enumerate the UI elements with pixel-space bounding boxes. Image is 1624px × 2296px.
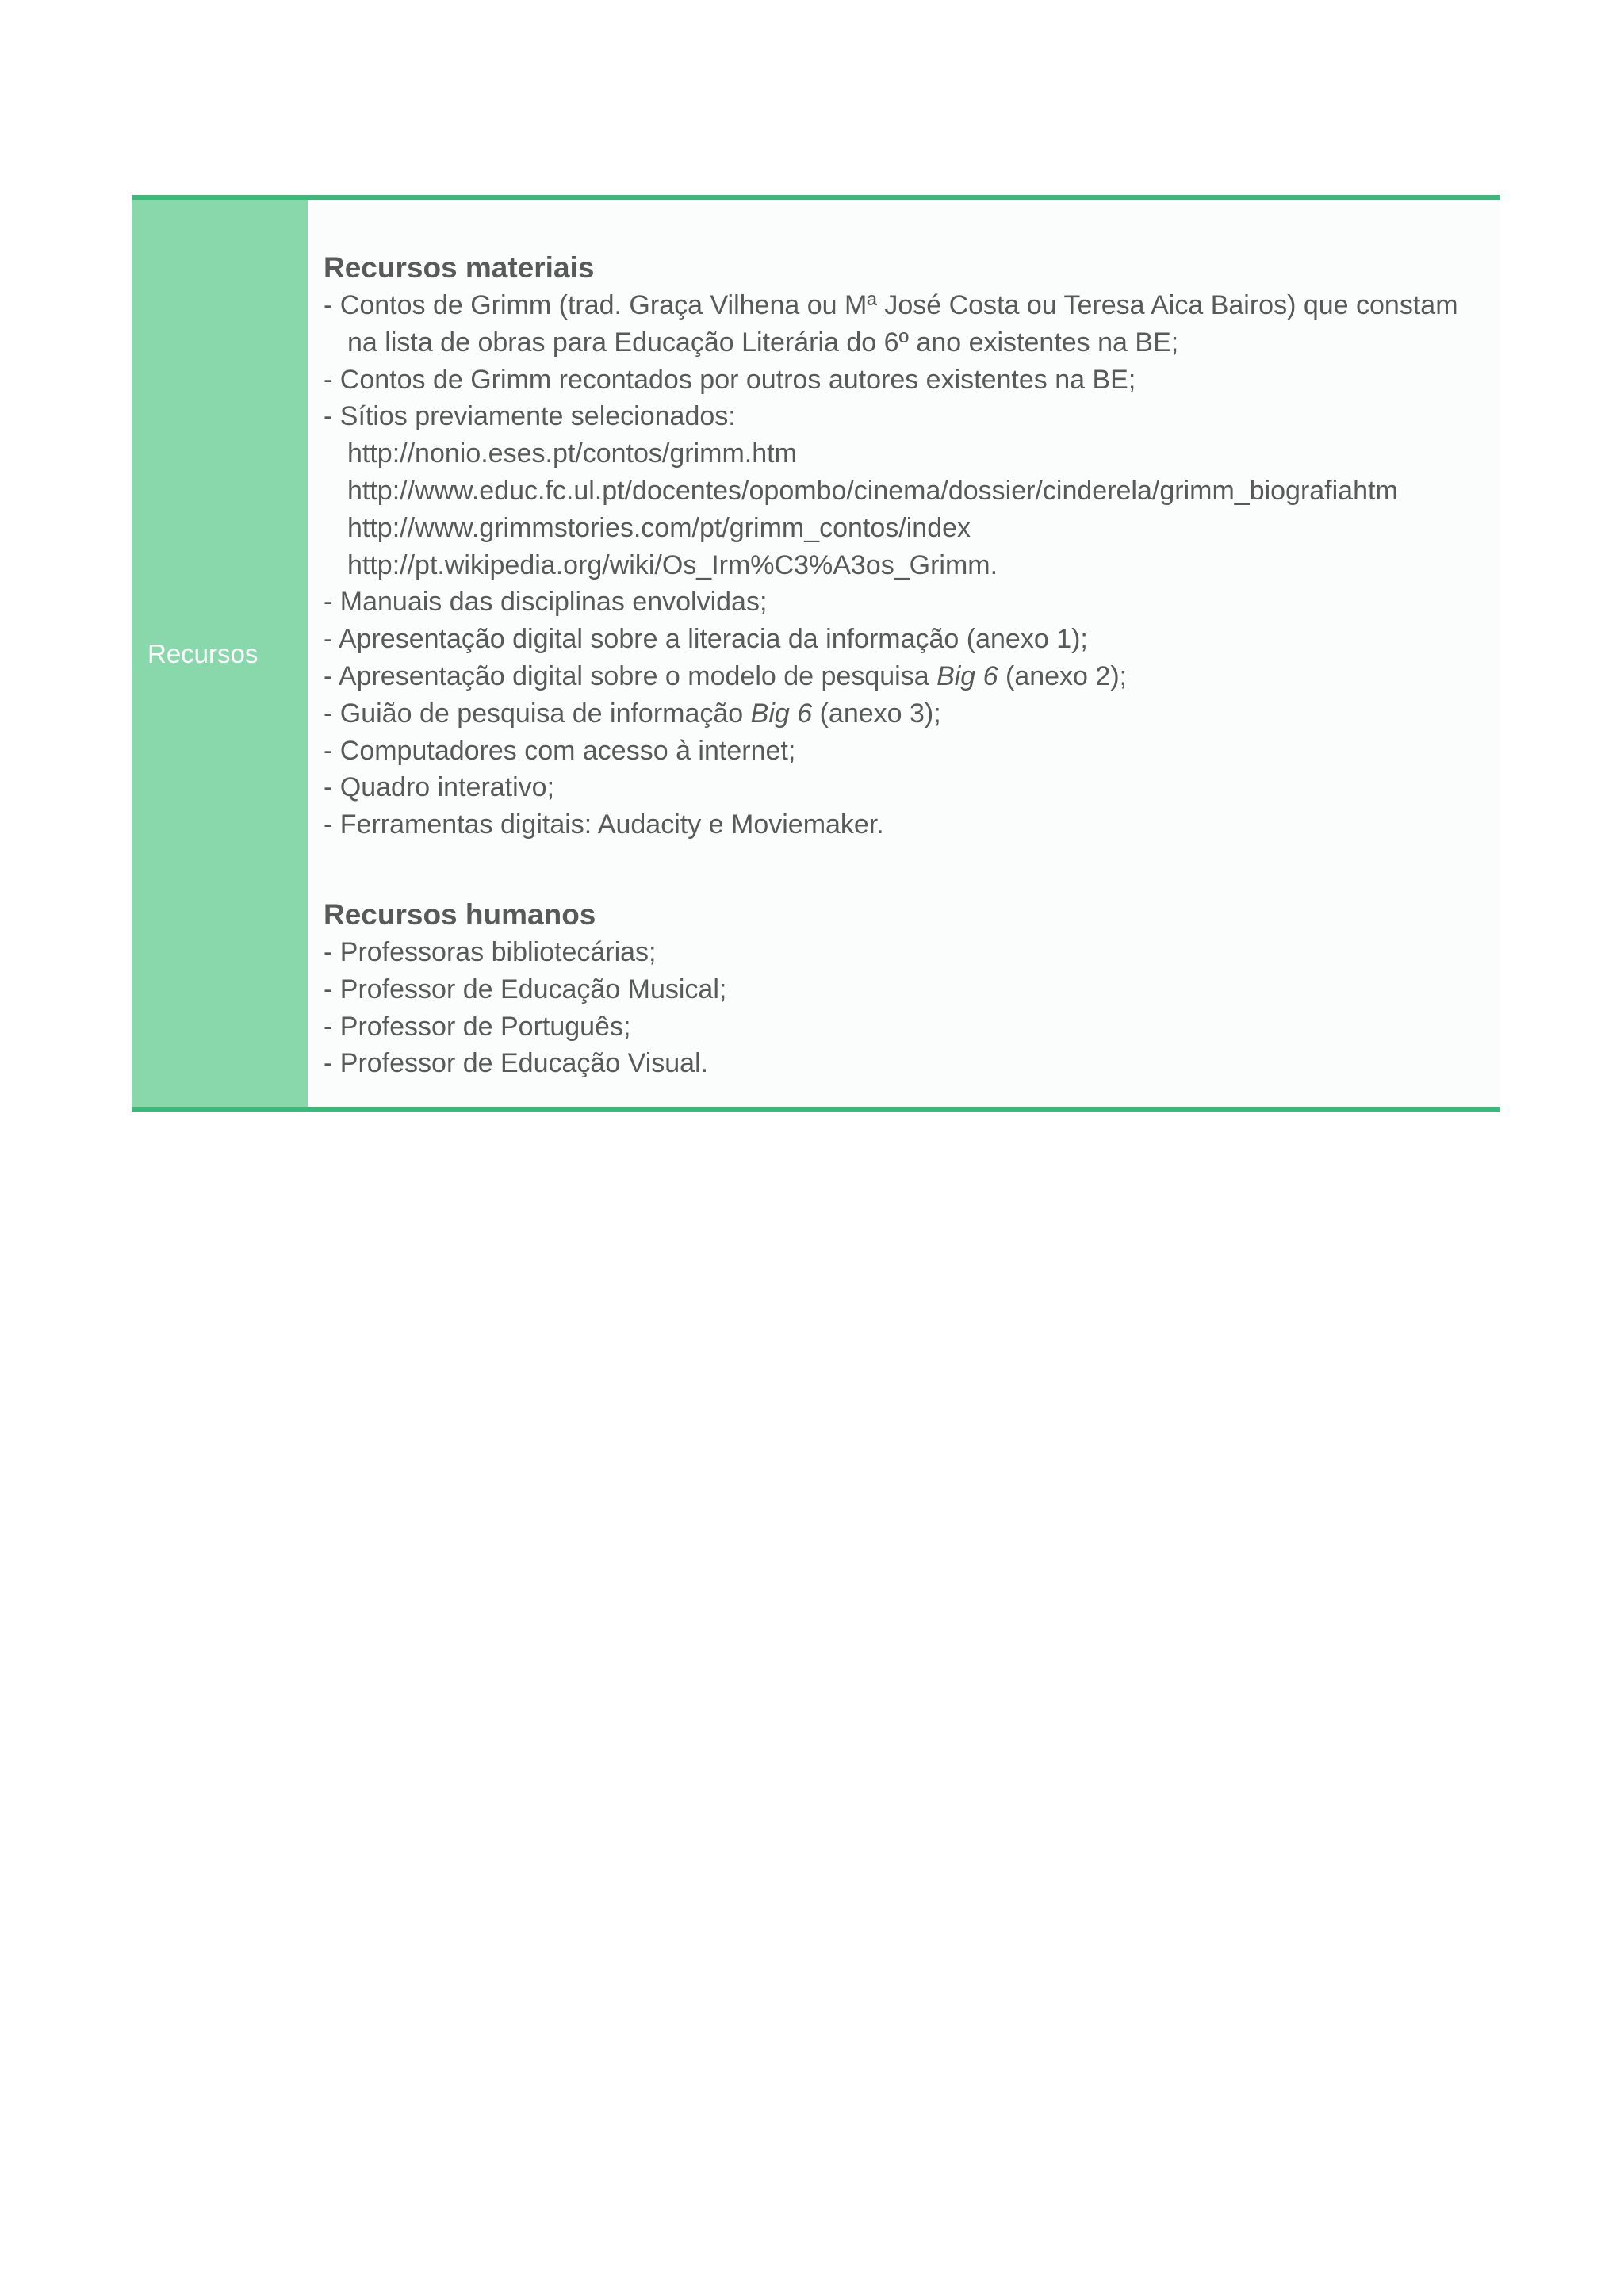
list-item: - Apresentação digital sobre a literacia da informação (anexo 1); — [324, 624, 1088, 655]
row-label-cell — [132, 200, 308, 1107]
human-resources-heading: Recursos humanos — [324, 897, 596, 931]
italic-text-fragment: Big 6 — [936, 660, 998, 691]
resources-table — [132, 195, 1500, 1112]
url-item: http://www.grimmstories.com/pt/grimm_contos/index — [347, 512, 971, 543]
list-item-big6-presentation — [324, 658, 1500, 695]
text-fragment: (anexo 2); — [998, 660, 1128, 691]
text-fragment: - Apresentação digital sobre o modelo de pesquisa — [324, 660, 937, 691]
list-item: - Quadro interativo; — [324, 772, 555, 803]
list-item: - Professor de Português; — [324, 1011, 631, 1042]
url-item: http://nonio.eses.pt/contos/grimm.htm — [347, 438, 797, 469]
list-item: - Professor de Educação Musical; — [324, 974, 727, 1004]
row-label: Recursos — [147, 638, 259, 668]
list-item: - Manuais das disciplinas envolvidas; — [324, 587, 768, 618]
section-spacer — [324, 844, 1500, 896]
list-item: - Computadores com acesso à internet; — [324, 735, 796, 766]
list-item: - Contos de Grimm (trad. Graça Vilhena ou Mª José Costa ou Teresa Aica Bairos) que constam — [324, 290, 1458, 320]
url-item: http://pt.wikipedia.org/wiki/Os_Irm%C3%A3os_Grimm. — [347, 549, 998, 580]
list-item: - Professor de Educação Visual. — [324, 1048, 709, 1079]
list-item: - Sítios previamente selecionados: — [324, 401, 736, 432]
material-resources-heading: Recursos materiais — [324, 251, 595, 284]
list-item-continuation: na lista de obras para Educação Literária do 6º ano existentes na BE; — [347, 327, 1179, 358]
text-fragment: (anexo 3); — [812, 698, 941, 729]
url-item: http://www.educ.fc.ul.pt/docentes/opombo/cinema/dossier/cinderela/grimm_biografiahtm — [347, 475, 1398, 506]
content-cell — [308, 200, 1500, 1107]
list-item: - Professoras bibliotecárias; — [324, 936, 657, 967]
list-item: - Ferramentas digitais: Audacity e Moviemaker. — [324, 809, 884, 840]
text-fragment: - Guião de pesquisa de informação — [324, 698, 751, 729]
list-item-big6-guide — [324, 695, 1500, 733]
italic-text-fragment: Big 6 — [750, 698, 813, 729]
list-item: - Contos de Grimm recontados por outros autores existentes na BE; — [324, 364, 1136, 395]
